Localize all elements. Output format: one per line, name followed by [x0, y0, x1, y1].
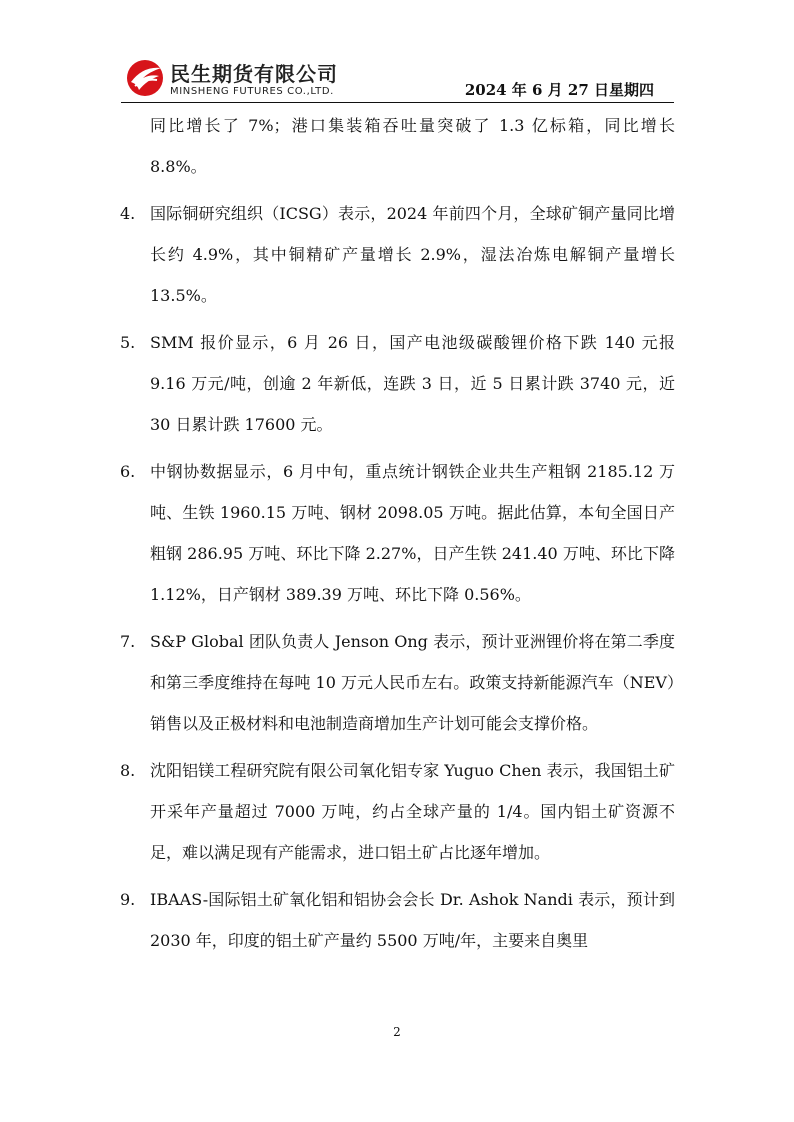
item-number: 5.	[120, 333, 136, 352]
item-number: 4.	[120, 204, 136, 223]
item-number: 7.	[120, 632, 136, 651]
item-text: 国际铜研究组织（ICSG）表示，2024 年前四个月，全球矿铜产量同比增长约 4.9%，其中铜精矿产量增长 2.9%，湿法冶炼电解铜产量增长 13.5%。	[150, 204, 675, 305]
header-divider	[121, 102, 674, 103]
list-item	[120, 621, 675, 744]
document-body	[120, 105, 675, 961]
page-header	[121, 52, 674, 102]
company-logo	[125, 56, 365, 100]
item-text: S&P Global 团队负责人 Jenson Ong 表示，预计亚洲锂价将在第二季度和第三季度维持在每吨 10 万元人民币左右。政策支持新能源汽车（NEV）销售以及正极材料和电池制造商增加生产计划可能会支撑价格。	[150, 632, 675, 733]
item-number: 8.	[120, 761, 136, 780]
item-number: 9.	[120, 890, 136, 909]
item-text: SMM 报价显示，6 月 26 日，国产电池级碳酸锂价格下跌 140 元报 9.16 万元/吨，创逾 2 年新低，连跌 3 日，近 5 日累计跌 3740 元，近 30 日累计跌 17600 元。	[150, 333, 675, 434]
list-item	[120, 879, 675, 961]
report-date: 2024 年 6 月 27 日星期四	[464, 81, 654, 99]
list-item	[120, 750, 675, 873]
item-text: 中钢协数据显示，6 月中旬，重点统计钢铁企业共生产粗钢 2185.12 万吨、生铁 1960.15 万吨、钢材 2098.05 万吨。据此估算，本旬全国日产粗钢 286.95 万吨、环比下降 2.27%，日产生铁 241.40 万吨、环比下降 1.12%，日产钢材 389.39 万吨、环比下降 0.56%。	[150, 462, 675, 604]
minsheng-logo-icon	[125, 58, 165, 98]
list-item	[120, 193, 675, 316]
list-item	[120, 322, 675, 445]
list-item	[120, 451, 675, 615]
continuation-paragraph: 同比增长了 7%；港口集装箱吞吐量突破了 1.3 亿标箱，同比增长 8.8%。	[150, 116, 675, 176]
item-text: 沈阳铝镁工程研究院有限公司氧化铝专家 Yuguo Chen 表示，我国铝土矿开采年产量超过 7000 万吨，约占全球产量的 1/4。国内铝土矿资源不足，难以满足现有产能需求，进口铝土矿占比逐年增加。	[150, 761, 675, 862]
item-text: IBAAS-国际铝土矿氧化铝和铝协会会长 Dr. Ashok Nandi 表示，预计到 2030 年，印度的铝土矿产量约 5500 万吨/年，主要来自奥里	[150, 890, 675, 950]
page-number: 2	[393, 1025, 401, 1039]
logo-english-name: MINSHENG FUTURES CO.,LTD.	[170, 86, 334, 97]
item-number: 6.	[120, 462, 136, 481]
logo-chinese-name: 民生期货有限公司	[170, 62, 338, 86]
